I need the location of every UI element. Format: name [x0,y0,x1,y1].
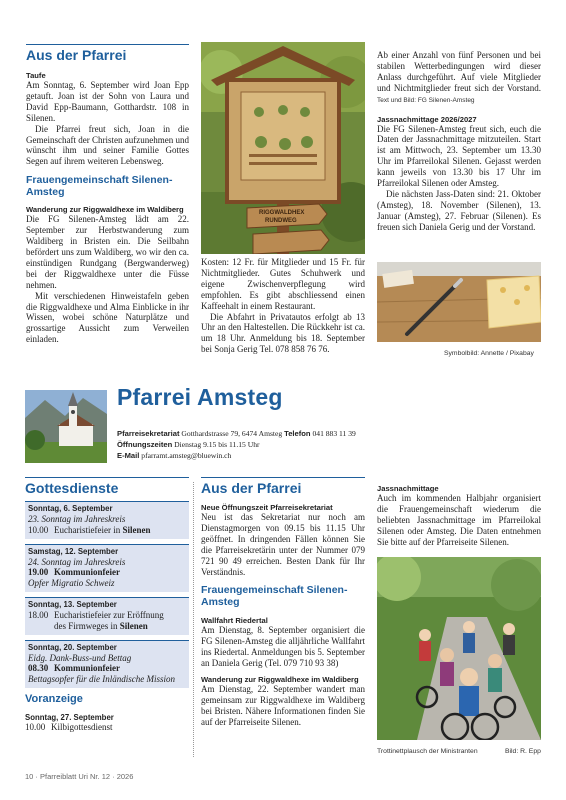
service-date: Sonntag, 13. September [28,599,117,609]
bike-caption-right: Bild: R. Epp [505,748,541,755]
service-occasion: 24. Sonntag im Jahreskreis [28,556,126,567]
voranzeige-text: Kilbigottesdienst [51,721,113,732]
mid-paragraph-2: Die Abfahrt in Privatautos erfolgt ab 13 Uhr an den Haltestellen. Die Rückkehr ist ca. um 18 Uhr. Anmeldung bis 18. September bei Sonja Gerig Tel. 078 858 76 76. [201,311,365,355]
service-row [28,525,185,536]
voranzeige-title: Voranzeige [25,692,83,705]
amsteg-pfarrei-title: Aus der Pfarrei [201,480,302,496]
sign-photo [201,42,365,254]
email-link[interactable]: pfarramt.amsteg@bluewin.ch [141,451,232,460]
sign-label-2: RUNDWEG [265,218,297,224]
church-photo-graphic [25,390,107,463]
email-label: E-Mail [117,451,140,460]
gottesdienste-title: Gottesdienste [25,480,119,496]
service-text-2: des Firmweges in [54,620,120,631]
service-occasion: 23. Sonntag im Jahreskreis [28,514,126,524]
service-offering: Opfer Migratio Schweiz [28,578,115,589]
wanderung-heading: Wanderung zur Riggwaldhexe im Waldiberg [26,205,184,215]
jassnachmittage-heading: Jassnachmittage [377,484,439,493]
wanderung-paragraph-2: Mit verschiedenen Hinweistafeln geben die Riggwaldhexe und Alma Einblicke in ihr Wissen, wobei schöne Naturplätze und grossartige Aussicht zum Verweilen einladen. [26,290,189,345]
service-row-continued [28,621,185,632]
service-time: 08.30 [28,663,49,674]
service-text: Eucharistiefeier in [54,524,123,535]
service-time: 10.00 [28,524,49,535]
bike-caption-left: Trottinettplausch der Ministranten [377,748,478,755]
oeffnung-label: Öffnungszeiten [117,440,173,449]
column-divider [193,482,194,757]
sekretariat-label: Pfarreisekretariat [117,429,180,438]
voranzeige-row [25,722,189,733]
mid-text [201,257,365,355]
page-footer: 10 · Pfarreiblatt Uri Nr. 12 · 2026 [25,772,134,781]
voranzeige-date: Sonntag, 27. September [25,712,114,722]
oeffnung-text: Dienstag 9.15 bis 11.15 Uhr [174,440,260,449]
service-row [28,610,185,621]
service-offering: Bettagsopfer für die Inländische Mission [28,674,175,685]
amsteg-header [117,384,541,411]
service-block [25,544,189,592]
contact-line-2 [117,439,417,450]
cards-photo-graphic [377,262,541,342]
service-time: 18.00 [28,609,49,620]
taufe-heading: Taufe [26,71,46,80]
wallfahrt-heading: Wallfahrt Riedertal [201,616,268,626]
bike-photo-graphic [377,557,541,740]
jassnachmittage-paragraph: Auch im kommenden Halbjahr organisiert die Frauengemeinschaft wiederum die beliebten Jassnachmittage im Pfarreilokal Silenen oder Amsteg. Die Daten entnehmen Sie bitte auf der Pfarreiseite Silenen. [377,493,541,547]
right-paragraph-1: Ab einer Anzahl von fünf Personen und bei stabilen Wetterbedingungen wird dieser Anlass durchgeführt. Auf viele Mitglieder und Nichtmitglieder freut sich der Vorstand. Text und Bild: FG Silenen-Amsteg [377,50,541,104]
jass-heading: Jassnachmittage 2026/2027 [377,114,477,124]
telefon-label: Telefon [284,429,311,438]
sek-heading: Neue Öffnungszeit Pfarreisekretariat [201,503,333,512]
bike-photo [377,557,541,740]
taufe-paragraph-1: Am Sonntag, 6. September wird Joan Epp getauft. Joan ist der Sohn von Laura und David Epp-Baumann, Gotthardstr. 108 in Silenen. [26,80,189,123]
service-row [28,567,185,578]
service-time: 19.00 [28,567,49,578]
service-row [28,663,185,674]
service-block [25,597,189,635]
jass-paragraph-2: Die nächsten Jass-Daten sind: 21. Oktober (Amsteg), 18. November (Silenen), 13. Januar (Amsteg), 27. Februar (Silenen). Es freuen sich Daniela Gerig und der Vorstand. [377,188,541,232]
service-text: Kommunionfeier [54,567,120,578]
sek-paragraph: Neu ist das Sekretariat nur noch am Dienstagmorgen von 09.15 bis 11.15 Uhr geöffnet. In dringenden Fällen können Sie die Pfarreisekretärin unter der Nummer 079 721 90 49 erreichen. Besten Dank für Ihr Verständnis. [201,512,365,577]
amsteg-right-column [377,484,541,548]
service-date: Sonntag, 6. September [28,504,113,513]
sekretariat-address: Gotthardstrasse 79, 6474 Amsteg [181,429,283,438]
service-block [25,640,189,688]
text-credit: Text und Bild: FG Silenen-Amsteg [377,96,475,104]
church-photo [25,390,107,463]
taufe-paragraph-2: Die Pfarrei freut sich, Joan in die Gemeinschaft der Christen aufzunehmen und wünscht ihm und seiner Familie Gottes Segen auf ihrem weiteren Lebensweg. [26,123,189,167]
left-column [26,44,189,345]
section-rule [201,477,365,478]
cards-photo [377,262,541,342]
contact-line-3 [117,450,417,461]
contact-line-1 [117,428,417,439]
telefon-number: 041 883 11 39 [312,429,356,438]
service-block [25,501,189,539]
amsteg-wanderung-paragraph: Am Dienstag, 22. September wandert man gemeinsam zur Riggwaldhexe im Waldiberg bei Bristen. Nähere Informationen finden Sie auf der Pfarreiseite Silenen. [201,684,365,727]
amsteg-wanderung-heading: Wanderung zur Riggwaldhexe im Waldiberg [201,675,359,685]
service-text: Kommunionfeier [54,663,120,674]
section-rule [25,477,189,478]
amsteg-frauen-title: Frauengemeinschaft Silenen-Amsteg [201,584,348,609]
service-date: Samstag, 12. September [28,546,119,556]
mid-paragraph-1: Kosten: 12 Fr. für Mitglieder und 15 Fr. für Nichtmitglieder. Gutes Schuhwerk und eigene Zwischenverpflegung wird empfohlen. Es gibt abschliessend einen Kaffeehalt in einem Restaurant. [201,257,365,311]
sign-label-1: RIGGWALDHEX [259,210,305,216]
service-place: Silenen [122,524,151,535]
jass-paragraph-1: Die FG Silenen-Amsteg freut sich, euch die Daten der Jassnachmittage mitzuteilen. Start ist am Mittwoch, 23. September um 13.30 Uhr im Pfarreilokal Silenen. Gejasst werden kann jeweils von 13.30 bis 17 Uhr im Pfarreilokal Silenen oder Amsteg. [377,123,541,189]
amsteg-title: Pfarrei Amsteg [117,384,283,410]
section-rule [26,44,189,45]
service-place: Silenen [119,620,148,631]
section-title: Aus der Pfarrei [26,47,127,63]
service-occasion: Eidg. Dank-Buss-und Bettag [28,652,132,663]
service-date: Sonntag, 20. September [28,642,117,652]
amsteg-contact [117,428,417,461]
amsteg-pfarrei-column [201,477,365,728]
right-column [377,50,541,233]
frauen-title: Frauengemeinschaft Silenen-Amsteg [26,174,173,199]
voranzeige-time: 10.00 [25,721,46,732]
cards-photo-caption: Symbolbild: Annette / Pixabay [444,350,534,357]
gottesdienste-column [25,477,189,733]
wallfahrt-paragraph: Am Dienstag, 8. September organisiert die FG Silenen-Amsteg die alljährliche Wallfahrt ins Riedertal. Anmeldungen bis 5. September an Daniela Gerig (Tel. 079 710 93 38) [201,625,365,669]
wanderung-paragraph-1: Die FG Silenen-Amsteg lädt am 22. September zur Herbstwanderung zum Waldiberg in Bristen ein. Die Seilbahn befördert uns zum Waldiberg, wo wir den ca. einstündigen Rundgang (Bergwanderweg) bei der Riggwaldhexe unter die Füsse nehmen. [26,214,189,290]
service-text: Eucharistiefeier zur Eröffnung [54,609,164,620]
